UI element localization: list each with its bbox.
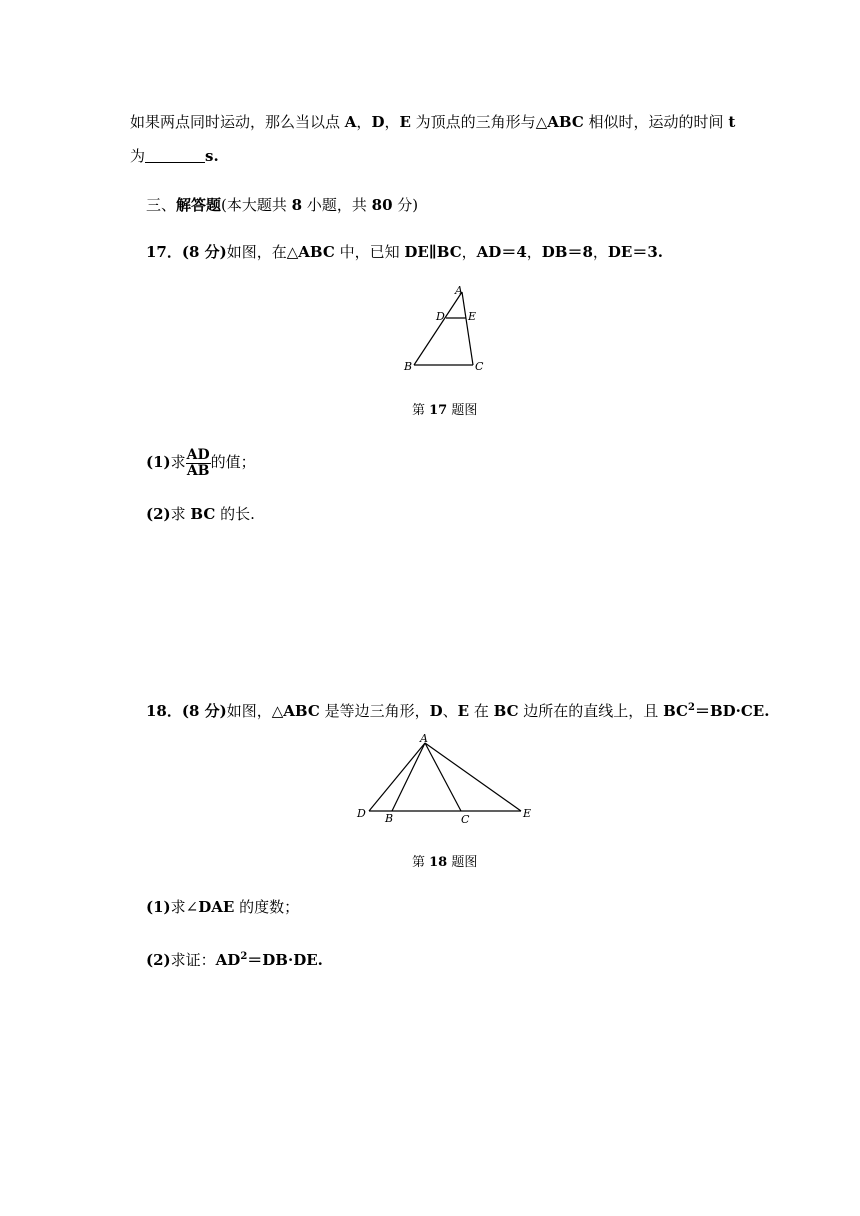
label-d: D bbox=[357, 807, 366, 820]
text: ABC bbox=[298, 243, 335, 261]
text: 三、 bbox=[146, 196, 177, 214]
text: ， bbox=[384, 113, 400, 131]
text: 求∠ bbox=[170, 898, 199, 916]
question-number: 18．(8 分) bbox=[146, 702, 227, 720]
text: E bbox=[399, 113, 411, 131]
label-e: E bbox=[523, 807, 532, 820]
q18-part-1 bbox=[146, 897, 299, 917]
edge-ac bbox=[462, 292, 473, 365]
text: DB＝8 bbox=[541, 243, 593, 261]
text: ＝DB·DE. bbox=[247, 951, 323, 969]
text: 、 bbox=[442, 702, 458, 720]
text: AD＝4 bbox=[476, 243, 527, 261]
text: 的度数； bbox=[234, 898, 300, 916]
text: 小题，共 bbox=[302, 196, 372, 214]
text: 第 bbox=[412, 855, 430, 870]
answer-blank[interactable] bbox=[145, 148, 205, 163]
text: ABC bbox=[283, 702, 320, 720]
q17-figure bbox=[400, 282, 500, 377]
q18-caption bbox=[412, 851, 477, 870]
text: 的值； bbox=[210, 453, 256, 471]
text: ， bbox=[461, 243, 477, 261]
label-e: E bbox=[468, 310, 477, 323]
label-c: C bbox=[475, 360, 484, 373]
text: 边所在的直线上，且 bbox=[518, 702, 664, 720]
text: 题图 bbox=[447, 403, 478, 418]
text: 8 bbox=[291, 196, 303, 214]
label-b: B bbox=[404, 360, 413, 373]
text: DAE bbox=[198, 898, 235, 916]
text: 80 bbox=[371, 196, 393, 214]
text: D bbox=[371, 113, 385, 131]
text: 2 bbox=[240, 951, 248, 962]
text: DE∥BC bbox=[404, 243, 462, 261]
text: 如图，在△ bbox=[226, 243, 299, 261]
text: ， bbox=[526, 243, 542, 261]
text: ， bbox=[356, 113, 372, 131]
edge-ac bbox=[425, 743, 461, 811]
edge-ab bbox=[414, 292, 462, 365]
text: 如果两点同时运动，那么当以点 bbox=[130, 113, 345, 131]
fraction-numerator: AD bbox=[186, 446, 210, 463]
label-a: A bbox=[420, 732, 428, 745]
text: 题图 bbox=[447, 855, 478, 870]
text: 是等边三角形， bbox=[319, 702, 430, 720]
part-number: (2) bbox=[146, 505, 171, 523]
q17-statement bbox=[146, 242, 663, 262]
section-heading bbox=[146, 195, 418, 215]
text: 2 bbox=[687, 702, 695, 713]
text: 为顶点的三角形与 bbox=[410, 113, 536, 131]
text: BC bbox=[663, 702, 688, 720]
text: △ABC bbox=[535, 113, 584, 131]
fraction-ad-ab bbox=[186, 448, 211, 479]
text: 的长. bbox=[215, 505, 255, 523]
text: 在 bbox=[469, 702, 494, 720]
q17-caption bbox=[412, 399, 477, 418]
text: 相似时，运动的时间 bbox=[583, 113, 729, 131]
text: 求 bbox=[170, 505, 191, 523]
part-number: (1) bbox=[146, 898, 171, 916]
q18-statement bbox=[146, 696, 769, 721]
text: E bbox=[457, 702, 470, 720]
text: 第 bbox=[412, 403, 430, 418]
label-c: C bbox=[461, 813, 470, 826]
text: D bbox=[429, 702, 443, 720]
text: A bbox=[344, 113, 357, 131]
text: 如图，△ bbox=[226, 702, 284, 720]
q18-figure bbox=[355, 732, 545, 832]
text: 18 bbox=[429, 855, 448, 870]
label-a: A bbox=[455, 284, 463, 297]
fraction-denominator: AB bbox=[186, 462, 210, 479]
part-number: (2) bbox=[146, 951, 171, 969]
text: s. bbox=[205, 147, 219, 165]
part-number: (1) bbox=[146, 453, 171, 471]
text: 中，已知 bbox=[334, 243, 405, 261]
q17-part-2 bbox=[146, 504, 255, 524]
text: 求 bbox=[170, 453, 186, 471]
q18-part-2 bbox=[146, 945, 323, 970]
text: 分) bbox=[392, 196, 419, 214]
continuation-line-1 bbox=[130, 112, 735, 132]
text: ＝BD·CE. bbox=[694, 702, 770, 720]
text: 为 bbox=[130, 147, 146, 165]
text: 解答题 bbox=[176, 196, 222, 214]
text: BC bbox=[190, 505, 216, 523]
text: AD bbox=[215, 951, 241, 969]
text: 求证： bbox=[170, 951, 216, 969]
text: t bbox=[728, 113, 736, 131]
text: 17 bbox=[429, 403, 448, 418]
text: (本大题共 bbox=[221, 196, 292, 214]
label-d: D bbox=[436, 310, 445, 323]
continuation-line-2 bbox=[130, 146, 219, 166]
question-number: 17．(8 分) bbox=[146, 243, 227, 261]
q17-part-1 bbox=[146, 446, 256, 479]
text: BC bbox=[493, 702, 519, 720]
label-b: B bbox=[385, 812, 394, 825]
text: DE＝3. bbox=[607, 243, 664, 261]
edge-ae bbox=[425, 743, 521, 811]
text: ， bbox=[592, 243, 608, 261]
